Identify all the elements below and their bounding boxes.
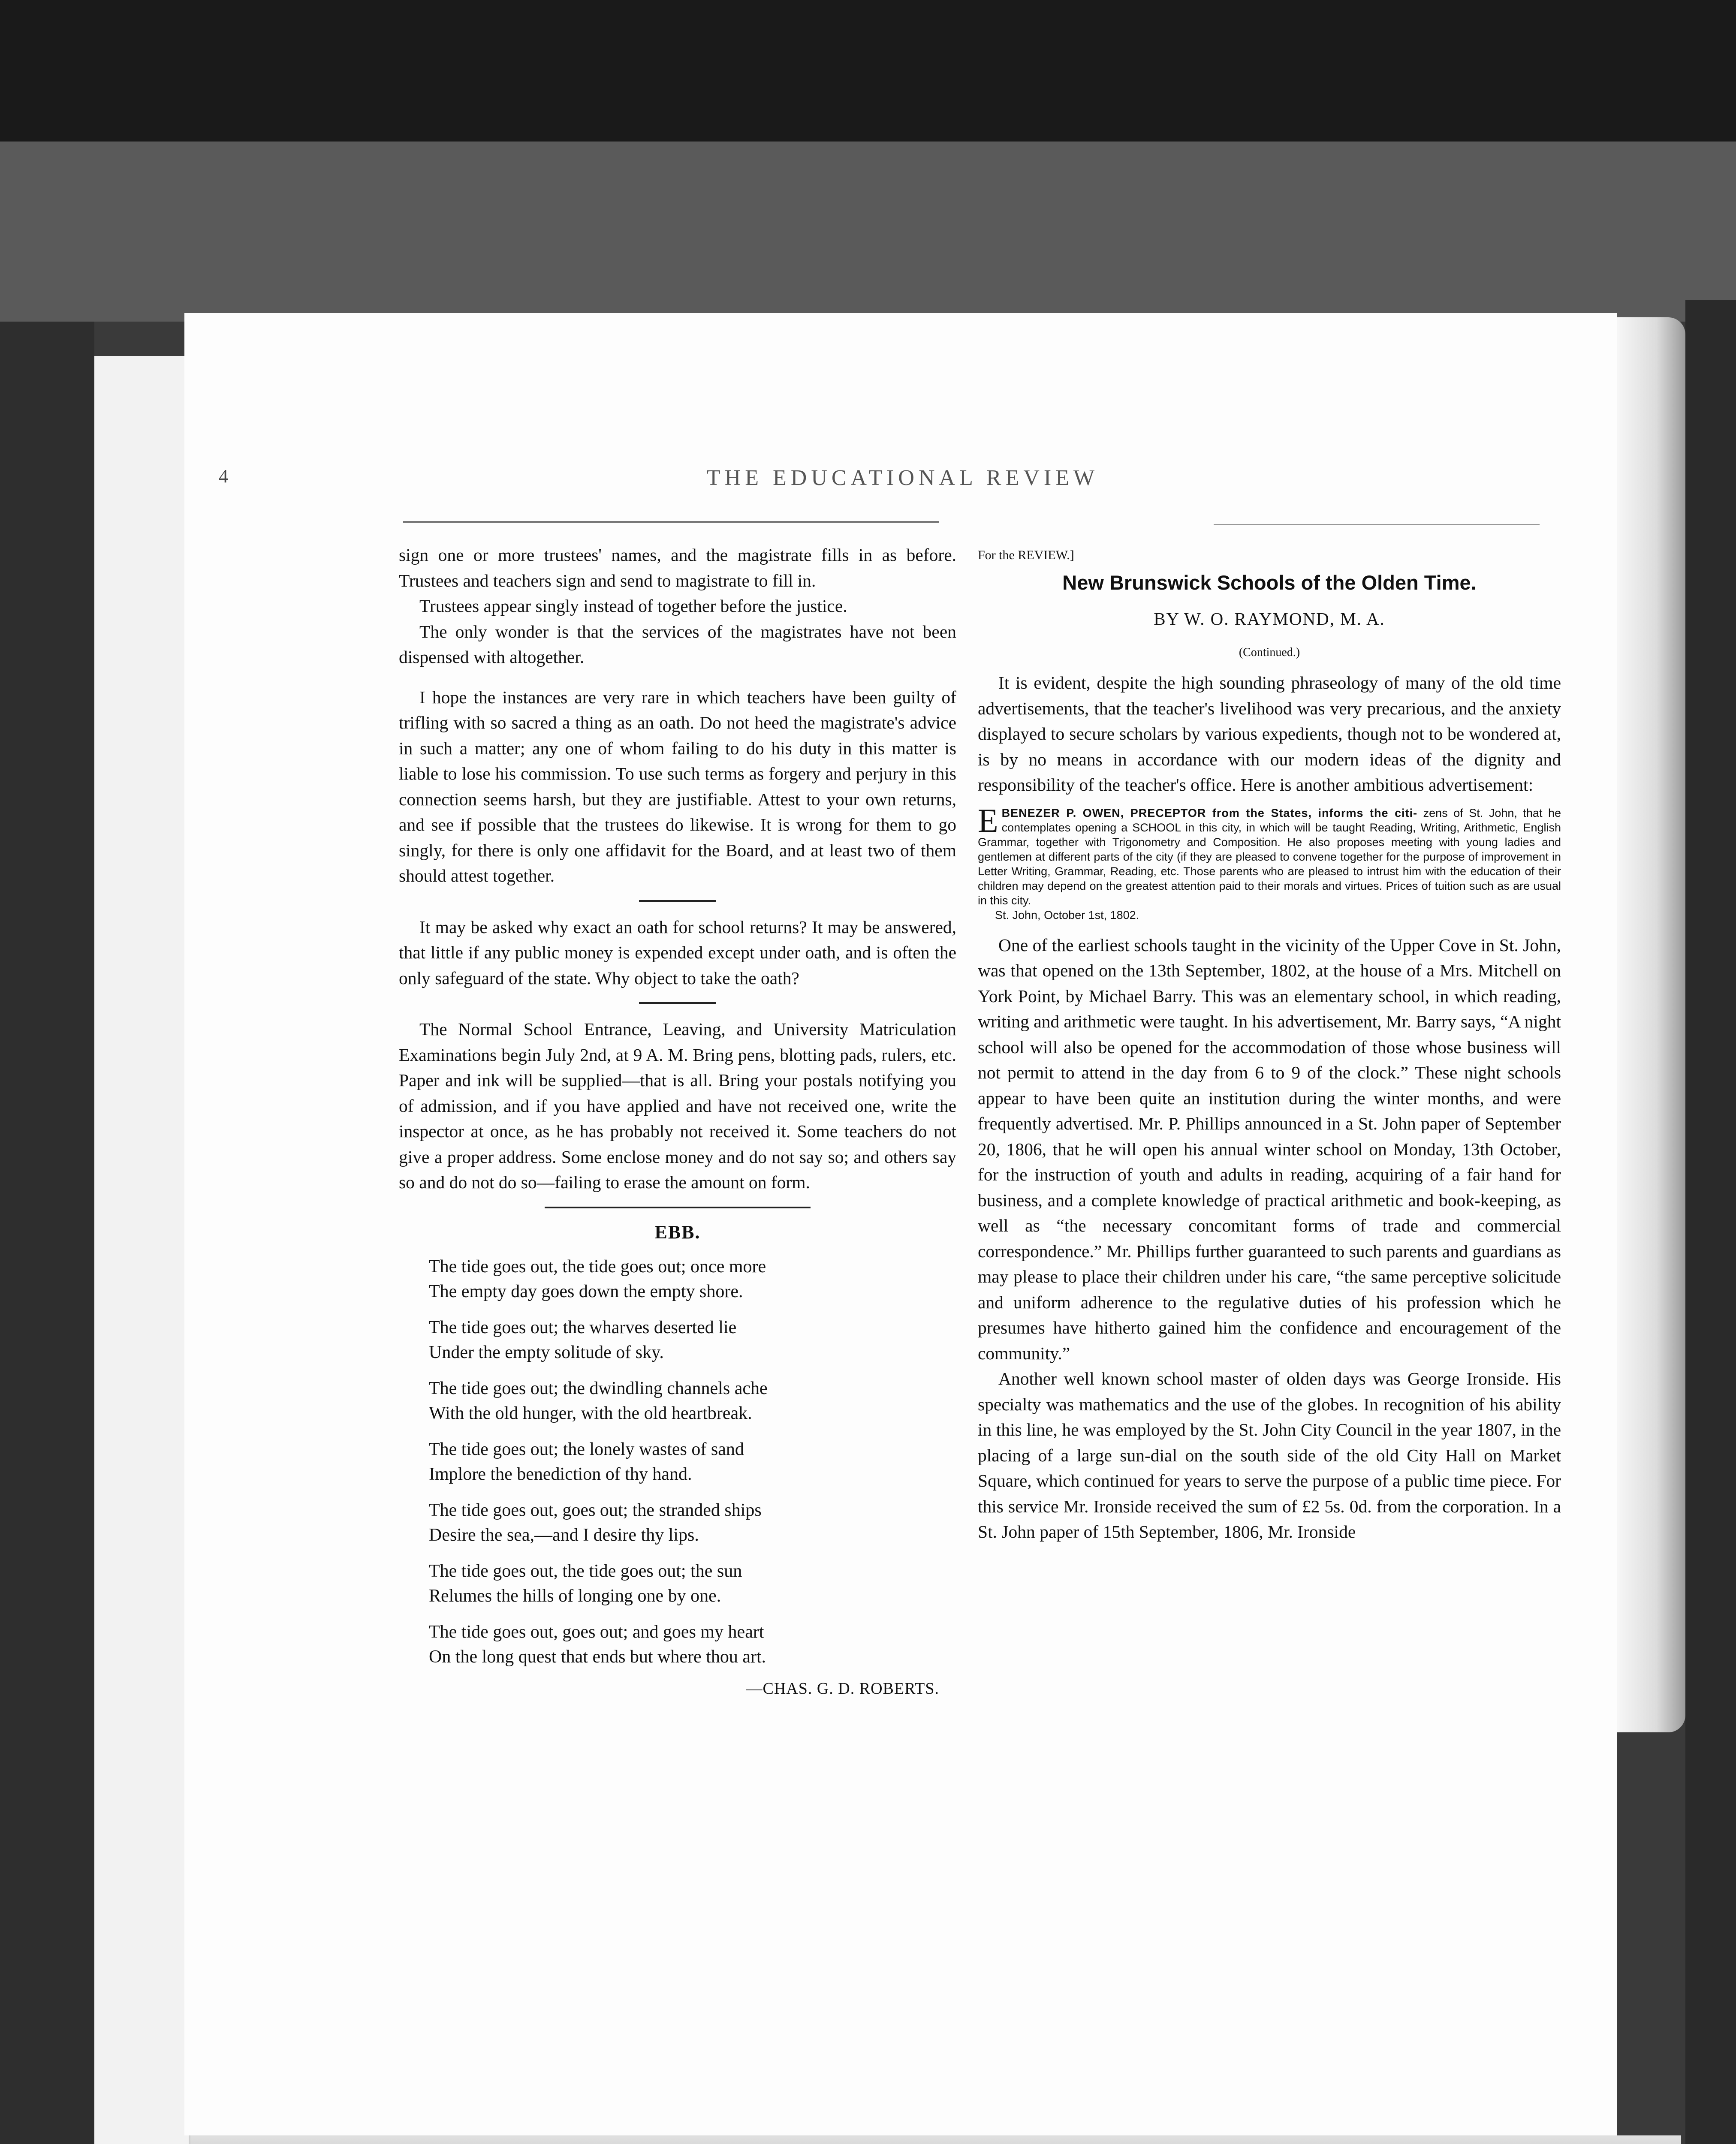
page-curl-edge — [1612, 317, 1685, 1732]
right-paragraph-2: One of the earliest schools taught in the vicinity of the Upper Cove in St. John, was that opened on the 13th September, 1802, at the house of a Mrs. Mitchell on York Point, by Michael Barry. This was an elementary school, in which reading, writing and arithmetic were taught. In his advertisement, Mr. Barry says, “A night school will also be opened for the accommodation of those whose business will not permit to attend in the day from 6 to 9 of the clock.” These night schools appear to have been quite an institution during the winter months, and were frequently advertised. Mr. P. Phillips announced in a St. John paper of September 20, 1806, that he will open his annual winter school on Monday, 13th October, for the instruction of youth and adults in reading, acquiring of a fair hand for business, and a complete knowledge of practical arithmetic and book-keeping, as well as “the necessary concomitant forms of trade and commercial correspondence.” Mr. Phillips further guaranteed to such parents and guardians as may please to place their children under his care, “the same perceptive solicitude and uniform adherence to the regulative duties of his profession which he presumes have hitherto gained him the confidence and encouragement of the community.” — [978, 935, 1561, 1363]
poem-stanza — [429, 1254, 956, 1304]
left-paragraph-1: sign one or more trustees' names, and the magistrate fills in as before. Trustees and teachers sign and send to magistrate to fill in. — [399, 545, 956, 590]
poem-attribution: —CHAS. G. D. ROBERTS. — [746, 1680, 939, 1698]
scan-background-top — [0, 0, 1736, 142]
poem-stanza — [429, 1376, 956, 1426]
scan-background-right — [1685, 300, 1736, 2144]
poem-line: The tide goes out, goes out; and goes my heart — [429, 1622, 764, 1642]
poem-line: Implore the benediction of thy hand. — [429, 1464, 692, 1484]
poem-title: EBB. — [654, 1221, 701, 1243]
advert-lead: BENEZER P. OWEN, PRECEPTOR from the States, informs the citi- — [1001, 806, 1418, 819]
poem-line: The tide goes out, the tide goes out; once more — [429, 1257, 766, 1277]
poem-line: The tide goes out; the wharves deserted lie — [429, 1318, 737, 1337]
for-review-note: For the REVIEW.] — [978, 548, 1074, 562]
book-facing-page-edge — [94, 356, 190, 2144]
article-byline: BY W. O. RAYMOND, M. A. — [1154, 609, 1385, 629]
continued-note: (Continued.) — [1239, 645, 1300, 659]
advert-date: St. John, October 1st, 1802. — [995, 908, 1139, 921]
poem-stanza — [429, 1620, 956, 1669]
page-header — [219, 465, 1587, 500]
poem-line: The tide goes out, goes out; the stranded ships — [429, 1500, 762, 1520]
poem-stanza — [429, 1498, 956, 1548]
left-paragraph-4: I hope the instances are very rare in which teachers have been guilty of trifling with so sacred a thing as an oath. Do not heed the magistrate's advice in such a matter; any one of whom failing to do his duty in this matter is liable to lose his commission. To use such terms as forgery and perjury in this connection seems harsh, but they are justifiable. Attest to your own returns, and see if possible that the trustees do likewise. It is wrong for them to go singly, for there is only one affidavit for the Board, and at least two of them should attest together. — [399, 687, 956, 885]
right-paragraph-3: Another well known school master of olden days was George Ironside. His specialty was mathematics and the use of the globes. In recognition of his ability in this line, he was employed by the St. John City Council in the year 1807, in the placing of a large sun-dial on the south side of the old City Hall on Market Square, which continued for years to serve the purpose of a public time piece. For this service Mr. Ironside received the sum of £2 5s. 0d. from the corporation. In a St. John paper of 15th September, 1806, Mr. Ironside — [978, 1369, 1561, 1542]
journal-title: THE EDUCATIONAL REVIEW — [706, 466, 1099, 490]
poem-stanza — [429, 1315, 956, 1365]
scan-background-band — [0, 142, 1736, 322]
advert-body: zens of St. John, that he contemplates opening a SCHOOL in this city, in which will be taught Reading, Writing, Arithmetic, English Grammar, together with Trigonometry and Composition. He also proposes meeting with young ladies and gentlemen at different parts of the city (if they are pleased to convene together for the purpose of improvement in Letter Writing, Grammar, Reading, etc. Those parents who are pleased to intrust him with the education of their children may depend on the greatest attention paid to their morals and virtues. Prices of tuition such as are usual in this city. — [978, 806, 1561, 907]
left-paragraph-6: The Normal School Entrance, Leaving, and University Matriculation Examinations begin July 2nd, at 9 A. M. Bring pens, blotting pads, rulers, etc. Paper and ink will be supplied—that is all. Bring your postals notifying you of admission, and if you have applied and have not received one, write the inspector at once, as he has probably not received it. Some teachers do not give a proper address. Some enclose money and do not say so; and others say so and do not do so—failing to erase the amount on form. — [399, 1019, 956, 1192]
poem-line: The tide goes out; the lonely wastes of sand — [429, 1439, 744, 1459]
poem-stanza — [429, 1437, 956, 1487]
book-lower-edge — [94, 2135, 1681, 2144]
left-paragraph-5: It may be asked why exact an oath for school returns? It may be answered, that little if any public money is expended except under oath, and is often the only safeguard of the state. Why object to take the oath? — [399, 917, 956, 988]
scan-background-left — [0, 322, 94, 2144]
left-paragraph-2: Trustees appear singly instead of together before the justice. — [419, 596, 847, 616]
section-divider — [639, 1002, 716, 1004]
left-column — [399, 542, 956, 1702]
poem-divider — [545, 1207, 811, 1208]
poem-line: The tide goes out, the tide goes out; the sun — [429, 1561, 742, 1581]
poem-line: The tide goes out; the dwindling channels ache — [429, 1379, 768, 1398]
advert-drop-cap: E — [978, 801, 998, 839]
poem-line: On the long quest that ends but where thou art. — [429, 1647, 766, 1667]
poem-line: Desire the sea,—and I desire thy lips. — [429, 1525, 699, 1545]
right-column — [978, 542, 1561, 1545]
poem-line: With the old hunger, with the old heartbreak. — [429, 1403, 752, 1423]
header-rule-left — [403, 521, 939, 523]
right-paragraph-1: It is evident, despite the high sounding phraseology of many of the old time advertisements, that the teacher's livelihood was very precarious, and the anxiety displayed to secure scholars by various expedients, though not to be wondered at, is by no means in accordance with our modern ideas of the dignity and responsibility of the teacher's office. Here is another ambitious advertisement: — [978, 673, 1561, 795]
section-divider — [639, 900, 716, 902]
page-number: 4 — [219, 466, 228, 487]
poem-line: Relumes the hills of longing one by one. — [429, 1586, 721, 1606]
article-title: New Brunswick Schools of the Olden Time. — [1062, 571, 1477, 594]
poem-line: The empty day goes down the empty shore. — [429, 1282, 743, 1301]
left-paragraph-3: The only wonder is that the services of the magistrates have not been dispensed with altogether. — [399, 621, 956, 667]
poem-line: Under the empty solitude of sky. — [429, 1343, 664, 1362]
header-rule-right — [1214, 524, 1540, 525]
poem-stanza — [429, 1559, 956, 1608]
quoted-advertisement — [978, 801, 1561, 922]
